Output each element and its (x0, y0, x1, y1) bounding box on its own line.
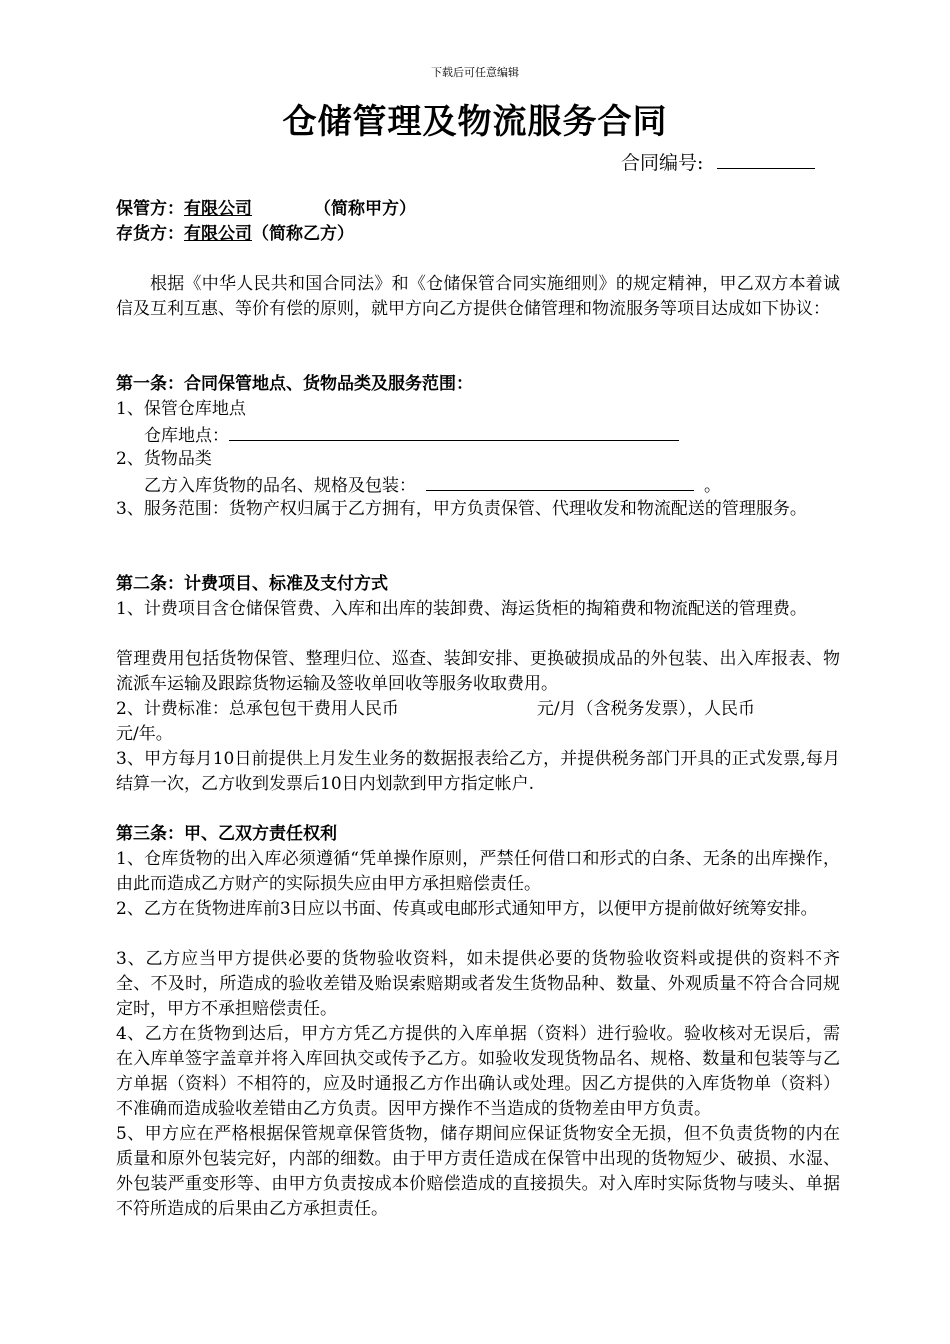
contract-number-blank[interactable] (717, 150, 815, 169)
article3-item5: 5、甲方应在严格根据保管规章保管货物，储存期间应保证货物安全无损，但不负责货物的内在质量和原外包装完好，内部的细数。由于甲方责任造成在保管中出现的货物短少、破损、水湿、外包装严重变形等、由甲方负责按成本价赔偿造成的直接损失。对入库时实际货物与唛头、单据不符所造成的后果由乙方承担责任。 (116, 1124, 840, 1219)
goods-spec-end: 。 (704, 476, 721, 496)
article1-item1: 1、保管仓库地点 (116, 399, 246, 419)
depositor-line (116, 222, 840, 247)
contract-body (116, 197, 840, 1222)
fee-standard-text: 2、计费标准：总承包包干费用人民币 (116, 699, 399, 719)
custodian-name: 有限公司 (184, 199, 252, 219)
article2-item3: 3、甲方每月10日前提供上月发生业务的数据报表给乙方，并提供税务部门开具的正式发票,每月结算一次，乙方收到发票后10日内划款到甲方指定帐户. (116, 749, 840, 794)
goods-spec-label: 乙方入库货物的品名、规格及包装： (144, 476, 416, 496)
custodian-short: （简称甲方） (314, 199, 416, 219)
article1-heading: 第一条：合同保管地点、货物品类及服务范围： (116, 374, 473, 394)
article3-heading: 第三条：甲、乙双方责任权利 (116, 824, 337, 844)
article2-item1: 1、计费项目含仓储保管费、入库和出库的装卸费、海运货柜的掏箱费和物流配送的管理费。 (116, 599, 807, 619)
goods-spec-blank[interactable] (426, 472, 694, 491)
article2-item1-note: 管理费用包括货物保管、整理归位、巡查、装卸安排、更换破损成品的外包装、出入库报表、物流派车运输及跟踪货物运输及签收单回收等服务收取费用。 (116, 649, 840, 694)
contract-number-label: 合同编号: (621, 152, 704, 174)
fee-standard-month: 元/月（含税务发票），人民币 (536, 699, 756, 719)
article1-item2: 2、货物品类 (116, 449, 212, 469)
article2-item2 (116, 697, 840, 722)
depositor-label: 存货方： (116, 224, 184, 244)
depositor-short: （简称乙方） (252, 224, 354, 244)
article1-item2-sub (116, 472, 840, 497)
article3-item2: 2、乙方在货物进库前3日应以书面、传真或电邮形式通知甲方，以便甲方提前做好统筹安排。 (116, 899, 818, 919)
intro-paragraph: 根据《中华人民共和国合同法》和《仓储保管合同实施细则》的规定精神，甲乙双方本着诚信及互利互惠、等价有偿的原则，就甲方向乙方提供仓储管理和物流服务等项目达成如下协议： (116, 274, 840, 319)
article2-heading: 第二条：计费项目、标准及支付方式 (116, 574, 388, 594)
page-title: 仓储管理及物流服务合同 (282, 102, 668, 142)
custodian-label: 保管方： (116, 199, 184, 219)
warehouse-location-label: 仓库地点： (144, 426, 229, 446)
contract-number (621, 150, 815, 176)
warehouse-location-blank[interactable] (229, 422, 679, 441)
article1-item1-sub (116, 422, 840, 447)
article3-item3: 3、乙方应当甲方提供必要的货物验收资料，如未提供必要的货物验收资料或提供的资料不齐全、不及时，所造成的验收差错及贻误索赔期或者发生货物品种、数量、外观质量不符合合同规定时，甲方不承担赔偿责任。 (116, 949, 840, 1019)
article1-item3: 3、服务范围：货物产权归属于乙方拥有，甲方负责保管、代理收发和物流配送的管理服务。 (116, 499, 807, 519)
article3-item4: 4、乙方在货物到达后，甲方方凭乙方提供的入库单据（资料）进行验收。验收核对无误后，需在入库单签字盖章并将入库回执交或传予乙方。如验收发现货物品名、规格、数量和包装等与乙方单据（资料）不相符的，应及时通报乙方作出确认或处理。因乙方提供的入库货物单（资料）不准确而造成验收差错由乙方负责。因甲方操作不当造成的货物差由甲方负责。 (116, 1024, 840, 1119)
depositor-name: 有限公司 (184, 224, 252, 244)
custodian-line (116, 197, 840, 222)
article3-item1: 1、仓库货物的出入库必须遵循“凭单操作原则，严禁任何借口和形式的白条、无条的出库操作，由此而造成乙方财产的实际损失应由甲方承担赔偿责任。 (116, 849, 840, 894)
article2-item2-year: 元/年。 (116, 724, 173, 744)
top-note: 下载后可任意编辑 (431, 66, 519, 79)
